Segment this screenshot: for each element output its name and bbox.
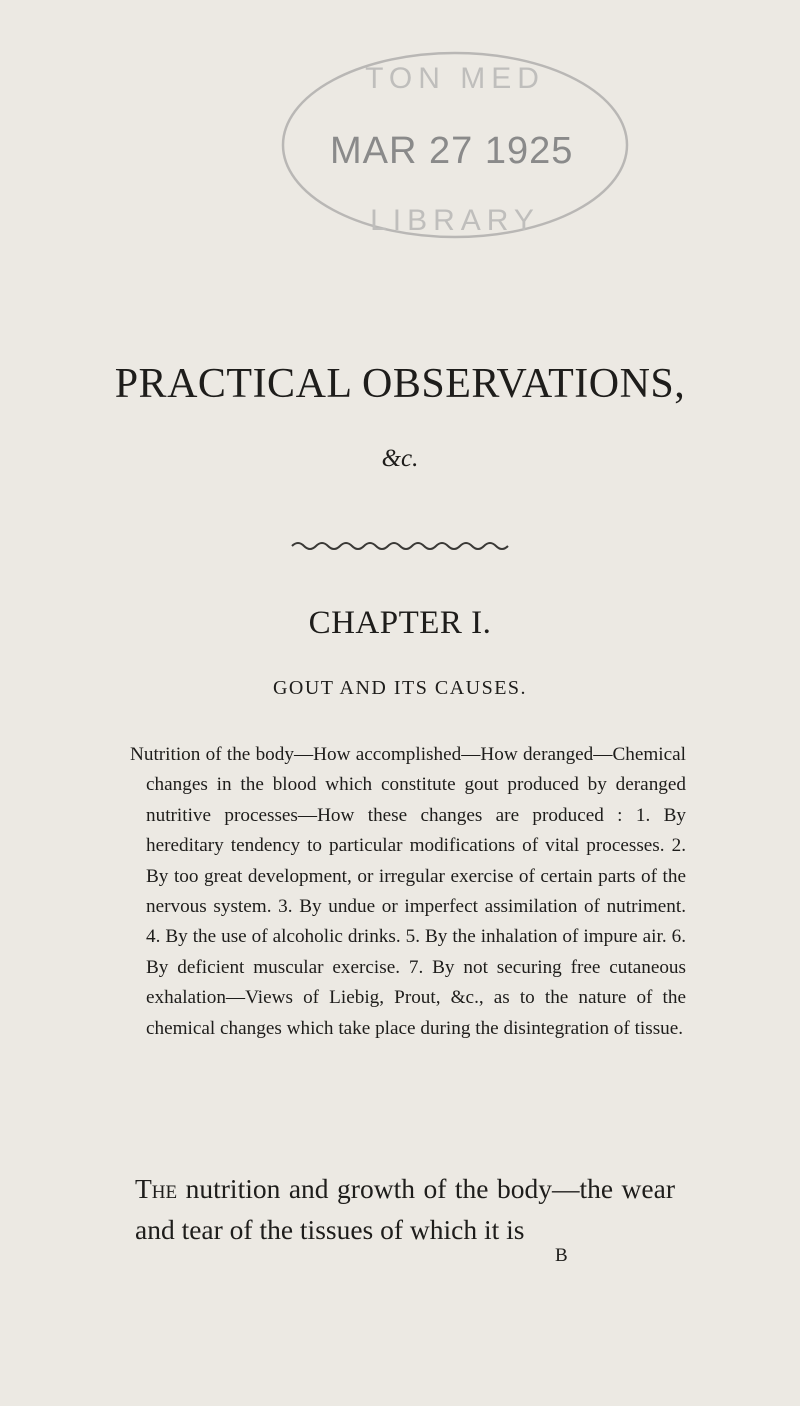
title-etc: &c. — [381, 445, 419, 472]
stamp-bottom-text: LIBRARY — [370, 204, 540, 237]
body-paragraph — [135, 1168, 675, 1250]
signature-mark: B — [555, 1245, 568, 1266]
chapter-subtitle: GOUT AND ITS CAUSES. — [272, 677, 528, 699]
stamp-date: MAR 27 1925 — [330, 130, 574, 172]
chapter-summary: Nutrition of the body—How accomplished—How deranged—Chemical changes in the blood which constitute gout produced by deranged nutritive processes—How these changes are produced : 1. By hereditary tendency to particular modifications of vital processes. 2. By too great development, or irregular exercise of certain parts of the nervous system. 3. By undue or imperfect assimilation of nutriment. 4. By the use of alcoholic drinks. 5. By the inhalation of impure air. 6. By deficient muscular exercise. 7. By not securing free cutaneous exhalation—Views of Liebig, Prout, &c., as to the nature of the chemical changes which take place during the disintegration of tissue. — [130, 744, 686, 1039]
chapter-title: CHAPTER I. — [308, 605, 492, 641]
stamp-top-text: TON MED — [365, 62, 545, 95]
body-text: nutrition and growth of the body—the wear and tear of the tissues of which it is — [135, 1173, 675, 1245]
body-lead-word: The — [135, 1173, 178, 1204]
page-title: PRACTICAL OBSERVATIONS, — [114, 361, 686, 407]
ornament-rule-icon — [290, 540, 510, 552]
